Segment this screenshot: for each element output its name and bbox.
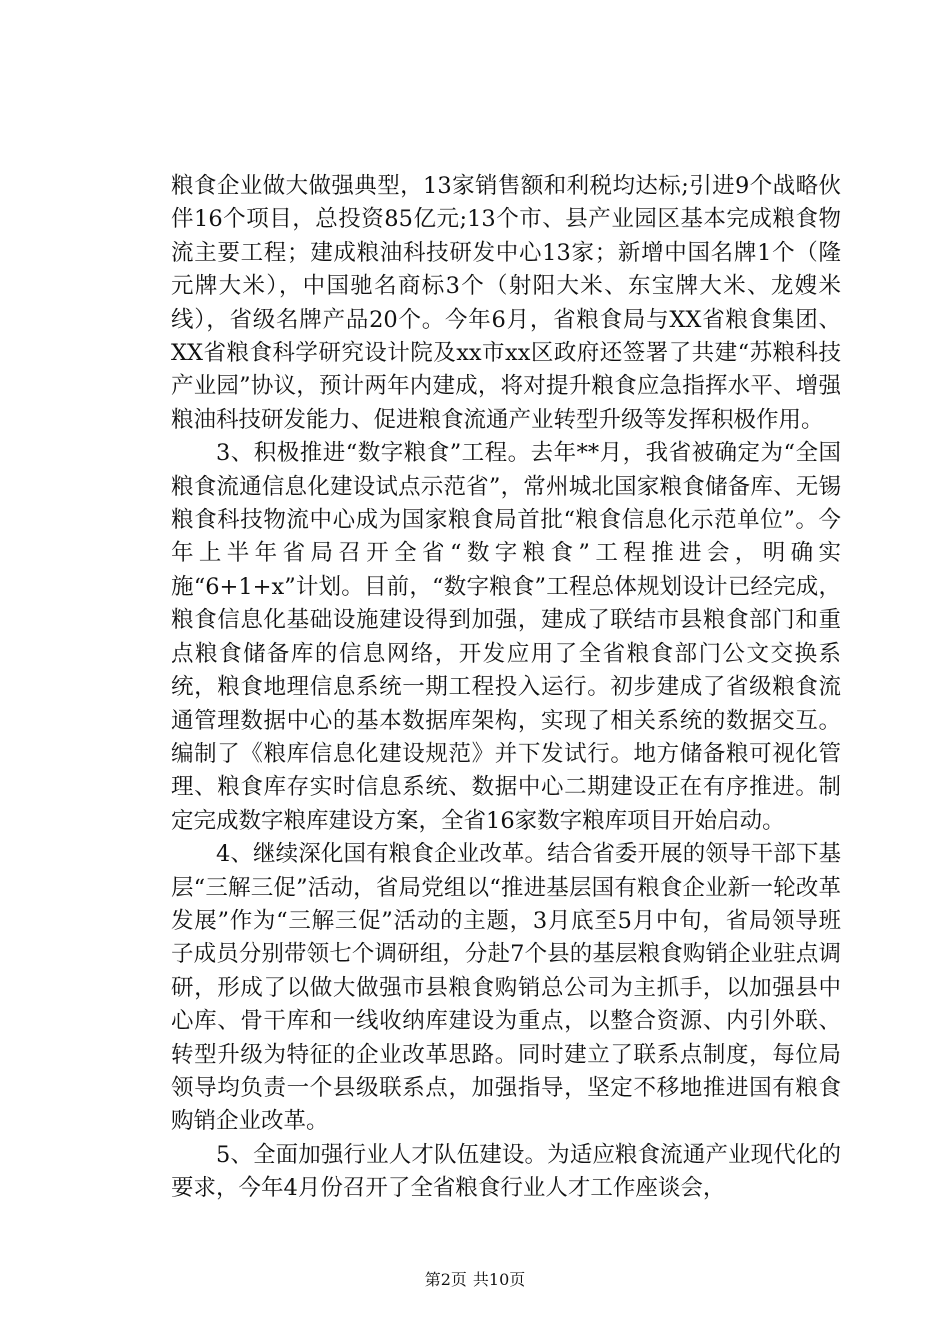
page-number: 第2页 xyxy=(424,1270,467,1289)
paragraph-digital-grain: 3、积极推进“数字粮食”工程。去年**月，我省被确定为“全国粮食流通信息化建设试点示范省”，常州城北国家粮食储备库、无锡粮食科技物流中心成为国家粮食局首批“粮食信息化示范单位”。今年上半年省局召开全省“数字粮食”工程推进会，明确实施“6+1+x”计划。目前，“数字粮食”工程总体规划设计已经完成，粮食信息化基础设施建设得到加强，建成了联结市县粮食部门和重点粮食储备库的信息网络，开发应用了全省粮食部门公文交换系统，粮食地理信息系统一期工程投入运行。初步建成了省级粮食流通管理数据中心的基本数据库架构，实现了相关系统的数据交互。编制了《粮库信息化建设规范》并下发试行。地方储备粮可视化管理、粮食库存实时信息系统、数据中心二期建设正在有序推进。制定完成数字粮库建设方案，全省16家数字粮库项目开始启动。 xyxy=(171,440,841,834)
page-footer xyxy=(0,1270,950,1290)
document-body xyxy=(171,170,841,1206)
paragraph-continuation: 粮食企业做大做强典型，13家销售额和利税均达标;引进9个战略伙伴16个项目，总投资85亿元;13个市、县产业园区基本完成粮食物流主要工程；建成粮油科技研发中心13家；新增中国名牌1个（隆元牌大米），中国驰名商标3个（射阳大米、东宝牌大米、龙嫂米线），省级名牌产品20个。今年6月，省粮食局与XX省粮食集团、XX省粮食科学研究设计院及xx市xx区政府还签署了共建“苏粮科技产业园”协议，预计两年内建成，将对提升粮食应急指挥水平、增强粮油科技研发能力、促进粮食流通产业转型升级等发挥积极作用。 xyxy=(171,173,841,433)
page-total: 共10页 xyxy=(472,1270,526,1289)
paragraph-talent-building: 5、全面加强行业人才队伍建设。为适应粮食流通产业现代化的要求，今年4月份召开了全省粮食行业人才工作座谈会， xyxy=(171,1141,841,1202)
paragraph-enterprise-reform: 4、继续深化国有粮食企业改革。结合省委开展的领导干部下基层“三解三促”活动，省局党组以“推进基层国有粮食企业新一轮改革发展”作为“三解三促”活动的主题，3月底至5月中旬，省局领导班子成员分别带领七个调研组，分赴7个县的基层粮食购销企业驻点调研，形成了以做大做强市县粮食购销总公司为主抓手，以加强县中心库、骨干库和一线收纳库建设为重点，以整合资源、内引外联、转型升级为特征的企业改革思路。同时建立了联系点制度，每位局领导均负责一个县级联系点，加强指导，坚定不移地推进国有粮食购销企业改革。 xyxy=(171,841,841,1135)
